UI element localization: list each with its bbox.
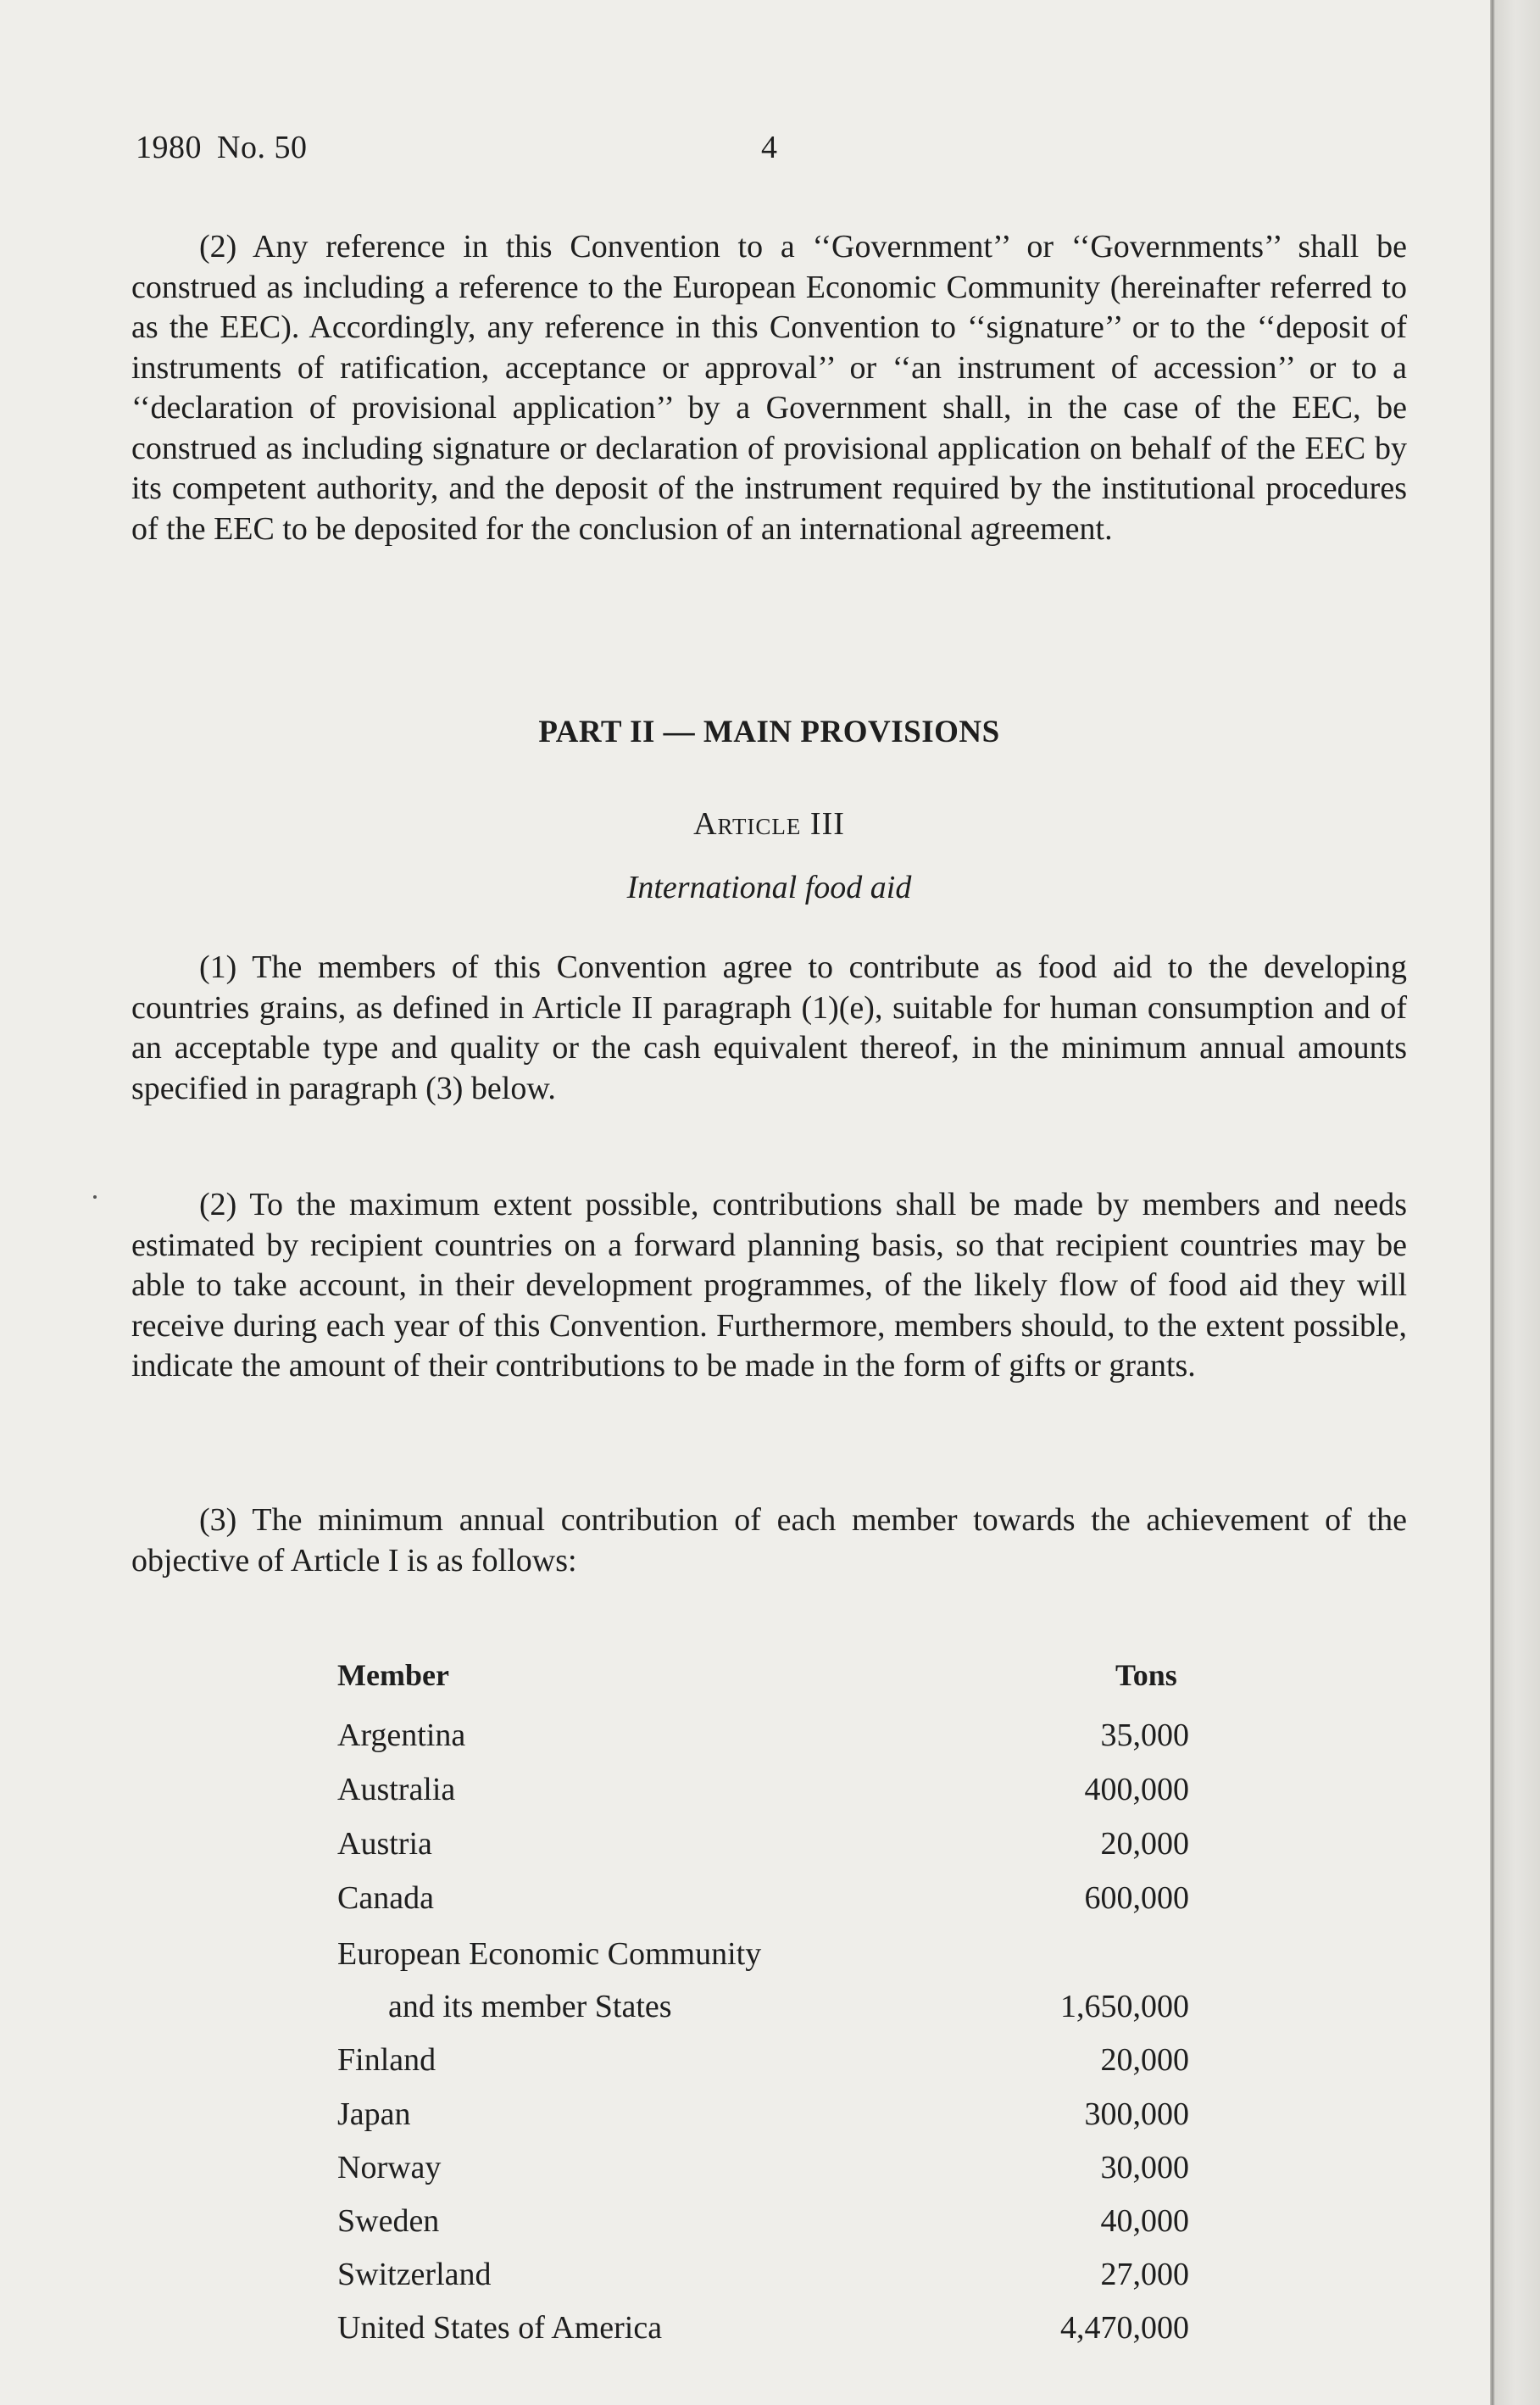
column-header-tons: Tons [1115, 1658, 1177, 1692]
paragraph-1 [131, 948, 1407, 1109]
member-name: Canada [337, 1880, 434, 1916]
page-header [136, 129, 778, 166]
paragraph-text: (3) The minimum annual contribution of each member towards the achievement of the objective of Article I is as follows: [131, 1502, 1407, 1578]
member-tons: 27,000 [1100, 2257, 1189, 2292]
part-heading: PART II — MAIN PROVISIONS [538, 715, 1000, 749]
member-name: Switzerland [337, 2257, 492, 2292]
member-tons: 600,000 [1084, 1880, 1189, 1916]
margin-mark [93, 1195, 97, 1199]
member-name: European Economic Community [337, 1936, 762, 1972]
paragraph-text: (2) Any reference in this Convention to a ‘‘Government’’ or ‘‘Governments’’ shall be construed as including a reference to the European Economic Community (hereinafter referred to as the EEC). Accordingly, any reference in this Convention to ‘‘signature’’ or to the ‘‘deposit of instruments of ratification, acceptance or approval’’ or ‘‘an instrument of accession’’ or to a ‘‘declaration of provisional application’’ by a Government shall, in the case of the EEC, be construed as including signature or declaration of provisional application on behalf of the EEC by its competent authority, and the deposit of the instrument required by the institutional procedures of the EEC to be deposited for the conclusion of an international agreement. [131, 229, 1407, 547]
paragraph-3 [131, 1500, 1407, 1581]
article-heading: Article III [693, 806, 845, 842]
member-tons: 30,000 [1100, 2150, 1189, 2185]
page-number: 4 [761, 130, 778, 165]
member-tons: 400,000 [1084, 1772, 1189, 1807]
member-name: Argentina [337, 1717, 466, 1753]
member-name: Japan [337, 2096, 411, 2132]
member-name: Norway [337, 2150, 442, 2185]
member-tons: 35,000 [1100, 1717, 1189, 1753]
member-tons: 20,000 [1100, 1826, 1189, 1862]
article-subtitle: International food aid [626, 870, 912, 905]
page-edge [1490, 0, 1540, 2405]
member-name: United States of America [337, 2310, 663, 2346]
member-tons: 40,000 [1100, 2203, 1189, 2239]
header-number: No. 50 [217, 130, 308, 165]
member-tons: 300,000 [1084, 2096, 1189, 2132]
member-name-continued: and its member States [388, 1989, 672, 2024]
member-tons: 1,650,000 [1060, 1989, 1189, 2024]
paragraph-2 [131, 1185, 1407, 1387]
paragraph-text: (2) To the maximum extent possible, contributions shall be made by members and needs estimated by recipient countries on a forward planning basis, so that recipient countries may be able to take account, in their development programmes, of the likely flow of food aid they will receive during each year of this Convention. Furthermore, members should, to the extent possible, indicate the amount of their contributions to be made in the form of gifts or grants. [131, 1187, 1407, 1383]
column-header-member: Member [337, 1658, 449, 1692]
paragraph-text: (1) The members of this Convention agree to contribute as food aid to the developing countries grains, as defined in Article II paragraph (1)(e), suitable for human consumption and of an acceptable type and quality or the cash equivalent thereof, in the minimum annual amounts specified in paragraph (3) below. [131, 949, 1407, 1106]
member-tons: 20,000 [1100, 2042, 1189, 2078]
paragraph-references [131, 227, 1407, 549]
member-name: Australia [337, 1772, 456, 1807]
member-name: Finland [337, 2042, 436, 2078]
member-name: Austria [337, 1826, 432, 1862]
member-tons: 4,470,000 [1060, 2310, 1189, 2346]
member-name: Sweden [337, 2203, 440, 2239]
header-year: 1980 [136, 130, 202, 165]
